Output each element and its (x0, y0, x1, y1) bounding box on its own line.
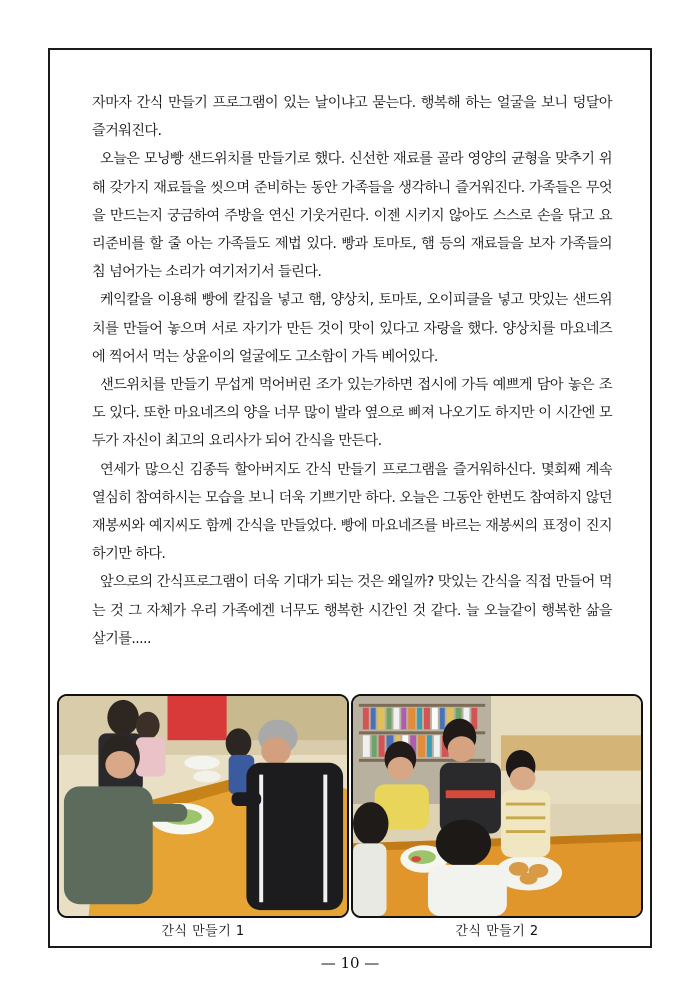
photo-snack-making-2 (351, 694, 643, 918)
photo-caption-2: 간식 만들기 2 (455, 924, 539, 939)
article-body (92, 89, 612, 653)
paragraph: 케익칼을 이용해 빵에 칼집을 넣고 햄, 양상치, 토마토, 오이피클을 넣고 맛있는 샌드위치를 만들어 놓으며 서로 자기가 만든 것이 맛이 있다고 자랑을 했다. 양상치를 마요네즈에 찍어서 먹는 상윤이의 얼굴에도 고소함이 가득 베어있다. (92, 292, 612, 365)
photo-snack-making-1 (57, 694, 349, 918)
paragraph: 연세가 많으신 김종득 할아버지도 간식 만들기 프로그램을 즐거워하신다. 몇회째 계속 열심히 참여하시는 모습을 보니 더욱 기쁘기만 하다. 오늘은 그동안 한번도 참여하지 않던 재봉씨와 예지씨도 함께 간식을 만들었다. 빵에 마요네즈를 바르는 재봉씨의 표정이 진지하기만 하다. (92, 461, 612, 563)
photo-caption-1: 간식 만들기 1 (161, 924, 245, 939)
page-number: — 10 — (320, 954, 380, 972)
paragraph: 오늘은 모닝빵 샌드위치를 만들기로 했다. 신선한 재료를 골라 영양의 균형을 맞추기 위해 갖가지 재료들을 씻으며 준비하는 동안 가족들을 생각하니 즐거워진다. 가족들은 무엇을 만드는지 궁금하여 주방을 연신 기웃거린다. 이젠 시키지 않아도 스스로 손을 닦고 요리준비를 할 줄 아는 가족들도 제법 있다. 빵과 토마토, 햄 등의 재료들을 보자 가족들의 침 넘어가는 소리가 여기저기서 들린다. (92, 151, 612, 281)
paragraph: 앞으로의 간식프로그램이 더욱 기대가 되는 것은 왜일까? 맛있는 간식을 직접 만들어 먹는 것 그 자체가 우리 가족에겐 너무도 행복한 시간인 것 같다. 늘 오늘같이 행복한 삶을 살기를..... (92, 574, 612, 647)
paragraph: 자마자 간식 만들기 프로그램이 있는 날이냐고 묻는다. 행복해 하는 얼굴을 보니 덩달아 즐거워진다. (92, 95, 612, 140)
paragraph: 샌드위치를 만들기 무섭게 먹어버린 조가 있는가하면 접시에 가득 예쁘게 담아 놓은 조도 있다. 또한 마요네즈의 양을 너무 많이 발라 옆으로 삐져 나오기도 하지만 이 시간엔 모두가 자신이 최고의 요리사가 되어 간식을 만든다. (92, 377, 612, 450)
